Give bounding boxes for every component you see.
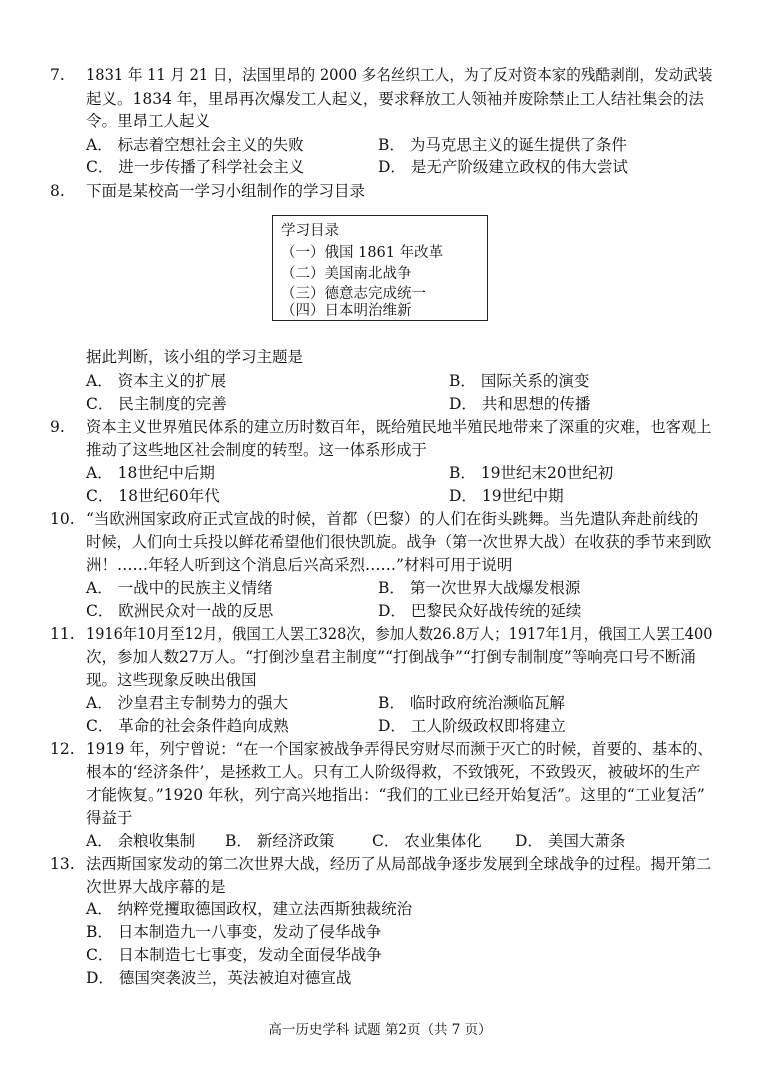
option-c[interactable]: C． 欧洲民众对一战的反思 <box>86 602 274 620</box>
option-d[interactable]: D． 德国突袭波兰，英法被迫对德宣战 <box>86 969 352 987</box>
question-text-line: 次，参加人数27万人。“打倒沙皇君主制度”“打倒战争”“打倒专制制度”等响亮口号不断涌 <box>86 648 696 666</box>
question-text-line: 资本主义世界殖民体系的建立历时数百年，既给殖民地半殖民地带来了深重的灾难，也客观上 <box>86 418 712 436</box>
question-text-line: 起义。1834 年，里昂再次爆发工人起义，要求释放工人领袖并废除禁止工人结社集会的法 <box>86 90 704 108</box>
question-text-line: 1919 年，列宁曾说：“在一个国家被战争弄得民穷财尽而濒于灭亡的时候，首要的、基本的、 <box>86 740 713 758</box>
question-text-line: 1916年10月至12月，俄国工人罢工328次，参加人数26.8万人；1917年1月，俄国工人罢工400 <box>86 625 713 643</box>
question-text-line: 现。这些现象反映出俄国 <box>86 671 257 689</box>
catalog-title: 学习目录 <box>281 223 339 239</box>
question-text-line: 法西斯国家发动的第二次世界大战，经历了从局部战争逐步发展到全球战争的过程。揭开第二 <box>86 855 712 873</box>
option-b[interactable]: B． 19世纪末20世纪初 <box>449 464 614 482</box>
question-number: 13. <box>50 855 75 873</box>
question-text-line: 时候，人们向士兵投以鲜花希望他们很快凯旋。战争（第一次世界大战）在收获的季节来到欧 <box>86 533 712 551</box>
option-a[interactable]: A． 标志着空想社会主义的失败 <box>86 136 304 154</box>
question-text-line: 1831 年 11 月 21 日，法国里昂的 2000 多名丝织工人，为了反对资本家的残酷剥削，发动武装 <box>86 66 713 84</box>
option-d[interactable]: D． 共和思想的传播 <box>449 395 591 413</box>
question-text-line: “当欧洲国家政府正式宣战的时候，首都（巴黎）的人们在街头跳舞。当先遣队奔赴前线的 <box>86 510 699 528</box>
option-c[interactable]: C． 民主制度的完善 <box>86 395 227 413</box>
option-b[interactable]: B． 日本制造九一八事变，发动了侵华战争 <box>86 923 382 941</box>
catalog-item: （四）日本明治维新 <box>281 303 412 319</box>
option-b[interactable]: B． 为马克思主义的诞生提供了条件 <box>378 136 627 154</box>
option-a[interactable]: A． 18世纪中后期 <box>86 464 215 482</box>
option-c[interactable]: C． 革命的社会条件趋向成熟 <box>86 717 289 735</box>
option-d[interactable]: D． 巴黎民众好战传统的延续 <box>378 602 582 620</box>
page-footer: 高一历史学科 试题 第2页（共 7 页） <box>268 1022 492 1038</box>
option-a[interactable]: A． 沙皇君主专制势力的强大 <box>86 694 289 712</box>
study-catalog-box <box>272 215 488 321</box>
question-number: 7. <box>50 66 65 84</box>
option-d[interactable]: D． 工人阶级政权即将建立 <box>378 717 566 735</box>
catalog-item: （三）德意志完成统一 <box>281 286 426 302</box>
option-b[interactable]: B． 国际关系的演变 <box>449 372 590 390</box>
option-c[interactable]: C． 18世纪60年代 <box>86 487 220 505</box>
option-a[interactable]: A． 余粮收集制 <box>86 832 196 850</box>
option-b[interactable]: B． 新经济政策 <box>225 832 335 850</box>
question-text-line: 推动了这些地区社会制度的转型。这一体系形成于 <box>86 441 428 459</box>
question-text-line: 根本的‘经济条件’，是拯救工人。只有工人阶级得救，不致饿死，不致毁灭，被破坏的生产 <box>86 763 701 781</box>
question-text-line: 据此判断，该小组的学习主题是 <box>86 348 304 366</box>
catalog-item: （二）美国南北战争 <box>281 266 412 282</box>
option-c[interactable]: C． 进一步传播了科学社会主义 <box>86 158 305 176</box>
question-text-line: 才能恢复。”1920 年秋，列宁高兴地指出：“我们的工业已经开始复活”。这里的“工业复活” <box>86 786 705 804</box>
catalog-item: （一）俄国 1861 年改革 <box>281 245 444 261</box>
question-text-line: 下面是某校高一学习小组制作的学习目录 <box>86 182 366 200</box>
option-b[interactable]: B． 第一次世界大战爆发根源 <box>378 579 581 597</box>
option-d[interactable]: D． 美国大萧条 <box>515 832 626 850</box>
option-d[interactable]: D． 19世纪中期 <box>449 487 564 505</box>
option-a[interactable]: A． 资本主义的扩展 <box>86 372 227 390</box>
question-number: 11. <box>50 625 75 643</box>
option-b[interactable]: B． 临时政府统治濒临瓦解 <box>378 694 565 712</box>
question-number: 12. <box>50 740 75 758</box>
question-text-line: 洲！……年轻人听到这个消息后兴高采烈……”材料可用于说明 <box>86 556 513 574</box>
question-text-line: 次世界大战序幕的是 <box>86 878 226 896</box>
option-c[interactable]: C． 农业集体化 <box>372 832 482 850</box>
question-text-line: 得益于 <box>86 809 133 827</box>
question-number: 10. <box>50 510 75 528</box>
option-d[interactable]: D． 是无产阶级建立政权的伟大尝试 <box>378 158 628 176</box>
question-number: 8. <box>50 182 65 200</box>
option-c[interactable]: C． 日本制造七七事变，发动全面侵华战争 <box>86 946 382 964</box>
question-text-line: 令。里昂工人起义 <box>86 112 211 130</box>
option-a[interactable]: A． 纳粹党攫取德国政权，建立法西斯独裁统治 <box>86 900 413 918</box>
question-number: 9. <box>50 418 65 436</box>
option-a[interactable]: A． 一战中的民族主义情绪 <box>86 579 273 597</box>
